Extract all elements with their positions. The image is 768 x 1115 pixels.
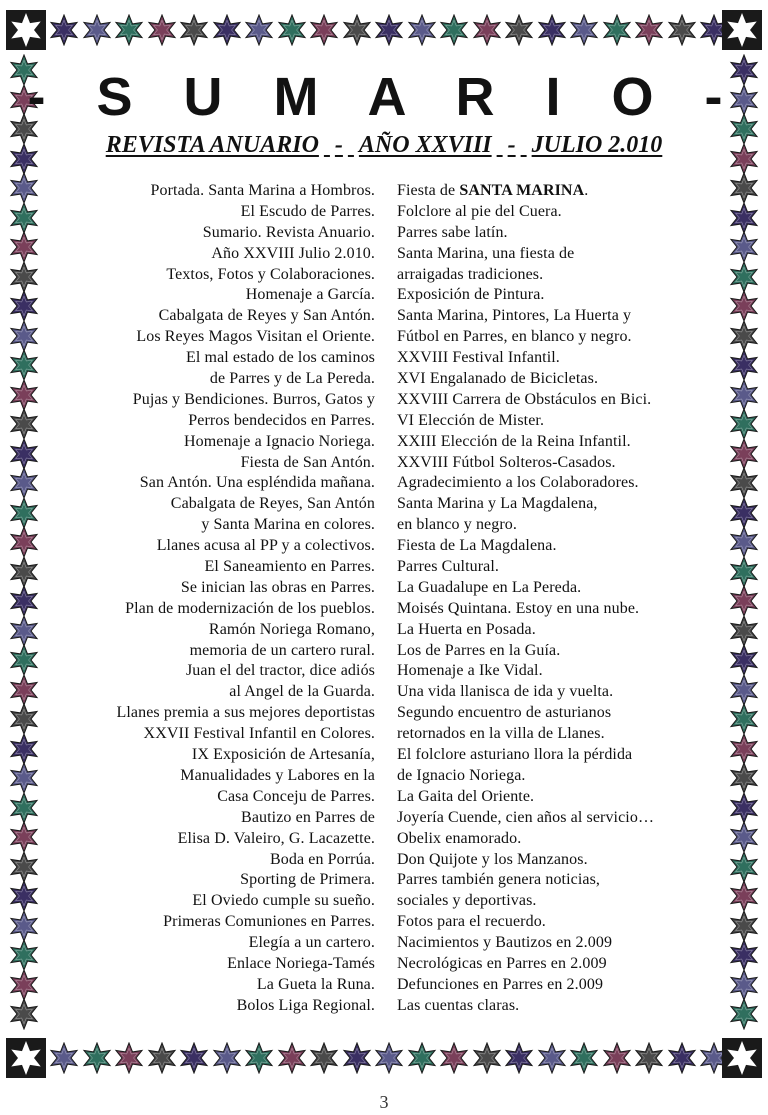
contents-item-text: en blanco y negro. bbox=[397, 516, 517, 534]
six-pointed-star-icon bbox=[503, 14, 535, 46]
contents-item-text: Exposición de Pintura. bbox=[397, 286, 545, 304]
six-pointed-star-icon bbox=[211, 1042, 243, 1074]
contents-item-left: XXVII Festival Infantil en Colores. bbox=[143, 725, 375, 743]
six-pointed-star-icon bbox=[728, 585, 760, 617]
six-pointed-star-icon bbox=[8, 880, 40, 912]
contents-item-left: Primeras Comuniones en Parres. bbox=[163, 913, 375, 931]
contents-item-right bbox=[397, 515, 697, 536]
contents-item-text: XVI Engalanado de Bicicletas. bbox=[397, 370, 599, 388]
six-pointed-star-icon bbox=[48, 14, 80, 46]
contents-item-right bbox=[397, 850, 697, 871]
contents-item-left: Pujas y Bendiciones. Burros, Gatos y bbox=[132, 390, 375, 408]
six-pointed-star-icon bbox=[81, 14, 113, 46]
six-pointed-star-icon bbox=[728, 261, 760, 293]
contents-item-text: El folclore asturiano llora la pérdida bbox=[397, 746, 633, 764]
contents-right-column bbox=[397, 181, 697, 1017]
subtitle-year: AÑO XXVIII bbox=[358, 132, 492, 158]
contents-item-right bbox=[397, 327, 697, 348]
contents-item-text: XXIII Elección de la Reina Infantil. bbox=[397, 432, 631, 450]
six-pointed-star-icon bbox=[728, 821, 760, 853]
contents-item-left: Enlace Noriega-Tamés bbox=[227, 954, 375, 972]
six-pointed-star-icon bbox=[8, 349, 40, 381]
six-pointed-star-icon bbox=[633, 1042, 665, 1074]
contents-item-right bbox=[397, 578, 697, 599]
contents-item-emphasis: SANTA MARINA bbox=[459, 182, 585, 199]
six-pointed-star-icon bbox=[8, 585, 40, 617]
contents-item-text: Defunciones en Parres en 2.009 bbox=[397, 975, 604, 993]
six-pointed-star-icon bbox=[728, 497, 760, 529]
page-number: 3 bbox=[379, 1092, 389, 1112]
contents-item-text: Fútbol en Parres, en blanco y negro. bbox=[397, 328, 632, 346]
contents-item-text: La Huerta en Posada. bbox=[397, 620, 536, 638]
six-pointed-star-icon bbox=[728, 379, 760, 411]
contents-item-left: El Oviedo cumple su sueño. bbox=[192, 892, 375, 910]
subtitle-publication: REVISTA ANUARIO bbox=[105, 132, 319, 158]
contents-item-right bbox=[397, 348, 697, 369]
contents-item-text: Nacimientos y Bautizos en 2.009 bbox=[397, 934, 613, 952]
contents-item-left: Sumario. Revista Anuario. bbox=[202, 223, 375, 241]
contents-item-text: Parres también genera noticias, bbox=[397, 871, 601, 889]
six-pointed-star-icon bbox=[8, 497, 40, 529]
contents-item-right bbox=[397, 661, 697, 682]
six-pointed-star-icon bbox=[8, 733, 40, 765]
six-pointed-star-icon bbox=[728, 526, 760, 558]
six-pointed-star-icon bbox=[728, 644, 760, 676]
contents-item-left: Llanes premia a sus mejores deportistas bbox=[116, 704, 375, 722]
white-star-on-black-icon bbox=[722, 10, 762, 50]
contents-item-text: Santa Marina, una fiesta de bbox=[397, 244, 575, 262]
six-pointed-star-icon bbox=[728, 792, 760, 824]
six-pointed-star-icon bbox=[81, 1042, 113, 1074]
contents-item-right bbox=[397, 306, 697, 327]
contents-item-right bbox=[397, 766, 697, 787]
six-pointed-star-icon bbox=[146, 1042, 178, 1074]
contents-item-right bbox=[397, 620, 697, 641]
six-pointed-star-icon bbox=[8, 556, 40, 588]
six-pointed-star-icon bbox=[48, 1042, 80, 1074]
contents-item-right bbox=[397, 975, 697, 996]
contents-item-text: arraigadas tradiciones. bbox=[397, 265, 544, 283]
six-pointed-star-icon bbox=[438, 1042, 470, 1074]
contents-item-left: Cabalgata de Reyes y San Antón. bbox=[158, 307, 375, 325]
six-pointed-star-icon bbox=[8, 792, 40, 824]
contents-item-right bbox=[397, 494, 697, 515]
six-pointed-star-icon bbox=[8, 202, 40, 234]
six-pointed-star-icon bbox=[728, 939, 760, 971]
contents-item-text: Fiesta de La Magdalena. bbox=[397, 537, 557, 555]
contents-item-left: Plan de modernización de los pueblos. bbox=[125, 599, 375, 617]
contents-item-text: Fiesta de bbox=[397, 182, 460, 199]
six-pointed-star-icon bbox=[8, 644, 40, 676]
six-pointed-star-icon bbox=[8, 408, 40, 440]
contents-item-text: Homenaje a Ike Vidal. bbox=[397, 662, 543, 680]
contents-item-right bbox=[397, 808, 697, 829]
contents-item-left: Año XXVIII Julio 2.010. bbox=[211, 244, 375, 262]
contents-item-left: Cabalgata de Reyes, San Antón bbox=[170, 495, 375, 513]
six-pointed-star-icon bbox=[728, 231, 760, 263]
contents-item-right bbox=[397, 682, 697, 703]
six-pointed-star-icon bbox=[503, 1042, 535, 1074]
six-pointed-star-icon bbox=[8, 320, 40, 352]
contents-item-left: La Gueta la Runa. bbox=[256, 975, 375, 993]
six-pointed-star-icon bbox=[146, 14, 178, 46]
six-pointed-star-icon bbox=[666, 1042, 698, 1074]
six-pointed-star-icon bbox=[113, 14, 145, 46]
contents-item-right bbox=[397, 369, 697, 390]
six-pointed-star-icon bbox=[8, 231, 40, 263]
contents-item-right bbox=[397, 641, 697, 662]
six-pointed-star-icon bbox=[471, 1042, 503, 1074]
six-pointed-star-icon bbox=[728, 408, 760, 440]
six-pointed-star-icon bbox=[728, 320, 760, 352]
six-pointed-star-icon bbox=[406, 14, 438, 46]
contents-item-text: Santa Marina, Pintores, La Huerta y bbox=[397, 307, 632, 325]
six-pointed-star-icon bbox=[666, 14, 698, 46]
contents-item-text: Las cuentas claras. bbox=[397, 996, 520, 1014]
contents-item-left: San Antón. Una espléndida mañana. bbox=[139, 474, 375, 492]
six-pointed-star-icon bbox=[728, 615, 760, 647]
six-pointed-star-icon bbox=[536, 14, 568, 46]
contents-item-left: Casa Conceju de Parres. bbox=[217, 787, 375, 805]
contents-item-right bbox=[397, 432, 697, 453]
six-pointed-star-icon bbox=[8, 526, 40, 558]
six-pointed-star-icon bbox=[471, 14, 503, 46]
contents-item-text: La Gaita del Oriente. bbox=[397, 787, 535, 805]
contents-item-right bbox=[397, 933, 697, 954]
six-pointed-star-icon bbox=[211, 14, 243, 46]
white-star-on-black-icon bbox=[6, 1038, 46, 1078]
six-pointed-star-icon bbox=[8, 821, 40, 853]
contents-item-text: XXVIII Fútbol Solteros-Casados. bbox=[397, 453, 616, 471]
contents-item-left: Portada. Santa Marina a Hombros. bbox=[150, 182, 375, 199]
six-pointed-star-icon bbox=[243, 1042, 275, 1074]
six-pointed-star-icon bbox=[728, 880, 760, 912]
contents-item-text: Agradecimiento a los Colaboradores. bbox=[397, 474, 639, 492]
contents-item-left: El Saneamiento en Parres. bbox=[204, 558, 375, 576]
contents-item-text: Fotos para el recuerdo. bbox=[397, 913, 546, 931]
contents-item-left: Elisa D. Valeiro, G. Lacazette. bbox=[177, 829, 375, 847]
six-pointed-star-icon bbox=[8, 290, 40, 322]
six-pointed-star-icon bbox=[341, 14, 373, 46]
subtitle-date: JULIO 2.010 bbox=[531, 132, 663, 158]
white-star-on-black-icon bbox=[6, 10, 46, 50]
contents-item-text: Necrológicas en Parres en 2.009 bbox=[397, 954, 607, 972]
six-pointed-star-icon bbox=[8, 851, 40, 883]
contents-item-left: al Angel de la Guarda. bbox=[229, 683, 375, 701]
six-pointed-star-icon bbox=[8, 172, 40, 204]
contents-item-left: Los Reyes Magos Visitan el Oriente. bbox=[136, 328, 375, 346]
contents-item-text: Folclore al pie del Cuera. bbox=[397, 202, 562, 220]
contents-item-left: Llanes acusa al PP y a colectivos. bbox=[156, 537, 375, 555]
contents-item-left: memoria de un cartero rural. bbox=[189, 641, 375, 659]
six-pointed-star-icon bbox=[406, 1042, 438, 1074]
six-pointed-star-icon bbox=[438, 14, 470, 46]
contents-item-left: Juan el del tractor, dice adiós bbox=[185, 662, 375, 680]
contents-item-left: Textos, Fotos y Colaboraciones. bbox=[166, 265, 375, 283]
contents-item-right bbox=[397, 829, 697, 850]
six-pointed-star-icon bbox=[536, 1042, 568, 1074]
contents-item-text: Obelix enamorado. bbox=[397, 829, 522, 847]
contents-item-left: Sporting de Primera. bbox=[240, 871, 375, 889]
subtitle bbox=[0, 130, 768, 160]
six-pointed-star-icon bbox=[8, 998, 40, 1030]
six-pointed-star-icon bbox=[728, 556, 760, 588]
contents-item-right bbox=[397, 181, 697, 202]
contents-item-right bbox=[397, 996, 697, 1017]
six-pointed-star-icon bbox=[601, 1042, 633, 1074]
contents-item-left: Se inician las obras en Parres. bbox=[180, 578, 375, 596]
contents-item-text: Parres Cultural. bbox=[397, 558, 500, 576]
contents-item-left: Elegía a un cartero. bbox=[248, 934, 375, 952]
contents-item-text: Don Quijote y los Manzanos. bbox=[397, 850, 588, 868]
contents-item-text: sociales y deportivas. bbox=[397, 892, 537, 910]
subtitle-separator: - bbox=[334, 132, 343, 158]
contents-item-left: Perros bendecidos en Parres. bbox=[188, 411, 375, 429]
contents-item-suffix: . bbox=[584, 182, 589, 199]
contents-item-right bbox=[397, 202, 697, 223]
six-pointed-star-icon bbox=[568, 1042, 600, 1074]
contents-item-left: Manualidades y Labores en la bbox=[180, 766, 375, 784]
contents-item-right bbox=[397, 891, 697, 912]
contents-item-text: Una vida llanisca de ida y vuelta. bbox=[397, 683, 614, 701]
contents-item-text: La Guadalupe en La Pereda. bbox=[397, 578, 582, 596]
six-pointed-star-icon bbox=[8, 969, 40, 1001]
contents-item-left: Bolos Liga Regional. bbox=[236, 996, 375, 1014]
six-pointed-star-icon bbox=[728, 438, 760, 470]
six-pointed-star-icon bbox=[178, 14, 210, 46]
contents-item-right bbox=[397, 912, 697, 933]
six-pointed-star-icon bbox=[728, 674, 760, 706]
contents-item-right bbox=[397, 870, 697, 891]
six-pointed-star-icon bbox=[728, 172, 760, 204]
contents-item-left: Homenaje a García. bbox=[245, 286, 375, 304]
six-pointed-star-icon bbox=[8, 438, 40, 470]
contents-item-left: El Escudo de Parres. bbox=[240, 202, 375, 220]
contents-item-right bbox=[397, 703, 697, 724]
contents-item-right bbox=[397, 599, 697, 620]
contents-item-right bbox=[397, 453, 697, 474]
contents-item-right bbox=[397, 223, 697, 244]
contents-item-left: Homenaje a Ignacio Noriega. bbox=[183, 432, 375, 450]
contents-item-right bbox=[397, 244, 697, 265]
contents-item-text: Segundo encuentro de asturianos bbox=[397, 704, 612, 722]
six-pointed-star-icon bbox=[243, 14, 275, 46]
contents-item-text: XXVIII Carrera de Obstáculos en Bici. bbox=[397, 390, 652, 408]
contents-left-column bbox=[40, 181, 375, 1017]
six-pointed-star-icon bbox=[308, 1042, 340, 1074]
contents-item-left: IX Exposición de Artesanía, bbox=[191, 746, 375, 764]
six-pointed-star-icon bbox=[728, 733, 760, 765]
contents-item-right bbox=[397, 265, 697, 286]
six-pointed-star-icon bbox=[728, 969, 760, 1001]
contents-item-text: Joyería Cuende, cien años al servicio… bbox=[397, 808, 655, 826]
contents-item-text: Parres sabe latín. bbox=[397, 223, 508, 241]
six-pointed-star-icon bbox=[341, 1042, 373, 1074]
six-pointed-star-icon bbox=[8, 674, 40, 706]
contents-item-text: Moisés Quintana. Estoy en una nube. bbox=[397, 599, 640, 617]
six-pointed-star-icon bbox=[601, 14, 633, 46]
six-pointed-star-icon bbox=[8, 762, 40, 794]
six-pointed-star-icon bbox=[728, 202, 760, 234]
six-pointed-star-icon bbox=[633, 14, 665, 46]
six-pointed-star-icon bbox=[568, 14, 600, 46]
six-pointed-star-icon bbox=[728, 467, 760, 499]
six-pointed-star-icon bbox=[8, 379, 40, 411]
contents-item-left: Ramón Noriega Romano, bbox=[208, 620, 375, 638]
page-title: - S U M A R I O - bbox=[27, 67, 741, 127]
six-pointed-star-icon bbox=[728, 998, 760, 1030]
contents-item-left: y Santa Marina en colores. bbox=[201, 516, 375, 534]
contents-item-right bbox=[397, 536, 697, 557]
contents-item-left: Fiesta de San Antón. bbox=[240, 453, 375, 471]
contents-item-right bbox=[397, 285, 697, 306]
contents-item-right bbox=[397, 954, 697, 975]
subtitle-separator: - bbox=[507, 132, 516, 158]
contents-item-right bbox=[397, 473, 697, 494]
contents-item-right bbox=[397, 411, 697, 432]
contents-item-text: de Ignacio Noriega. bbox=[397, 766, 526, 784]
contents-item-text: Los de Parres en la Guía. bbox=[397, 641, 561, 659]
six-pointed-star-icon bbox=[728, 349, 760, 381]
six-pointed-star-icon bbox=[8, 467, 40, 499]
contents-item-right bbox=[397, 787, 697, 808]
six-pointed-star-icon bbox=[373, 14, 405, 46]
contents-item-left: Boda en Porrúa. bbox=[269, 850, 375, 868]
contents-item-text: Santa Marina y La Magdalena, bbox=[397, 495, 598, 513]
white-star-on-black-icon bbox=[722, 1038, 762, 1078]
six-pointed-star-icon bbox=[728, 910, 760, 942]
six-pointed-star-icon bbox=[276, 1042, 308, 1074]
contents-item-text: XXVIII Festival Infantil. bbox=[397, 349, 560, 367]
contents-item-left: Bautizo en Parres de bbox=[241, 808, 375, 826]
six-pointed-star-icon bbox=[728, 851, 760, 883]
six-pointed-star-icon bbox=[8, 910, 40, 942]
six-pointed-star-icon bbox=[276, 14, 308, 46]
six-pointed-star-icon bbox=[373, 1042, 405, 1074]
contents-item-right bbox=[397, 557, 697, 578]
contents-item-text: VI Elección de Mister. bbox=[397, 411, 545, 429]
contents-item-right bbox=[397, 390, 697, 411]
contents-item-text: retornados en la villa de Llanes. bbox=[397, 725, 605, 743]
six-pointed-star-icon bbox=[8, 615, 40, 647]
six-pointed-star-icon bbox=[178, 1042, 210, 1074]
six-pointed-star-icon bbox=[113, 1042, 145, 1074]
six-pointed-star-icon bbox=[728, 703, 760, 735]
six-pointed-star-icon bbox=[8, 939, 40, 971]
contents-item-right bbox=[397, 724, 697, 745]
contents-item-left: El mal estado de los caminos bbox=[186, 349, 375, 367]
six-pointed-star-icon bbox=[728, 762, 760, 794]
contents-item-right bbox=[397, 745, 697, 766]
contents-item-left: de Parres y de La Pereda. bbox=[209, 370, 375, 388]
six-pointed-star-icon bbox=[728, 290, 760, 322]
six-pointed-star-icon bbox=[8, 261, 40, 293]
six-pointed-star-icon bbox=[8, 703, 40, 735]
six-pointed-star-icon bbox=[308, 14, 340, 46]
